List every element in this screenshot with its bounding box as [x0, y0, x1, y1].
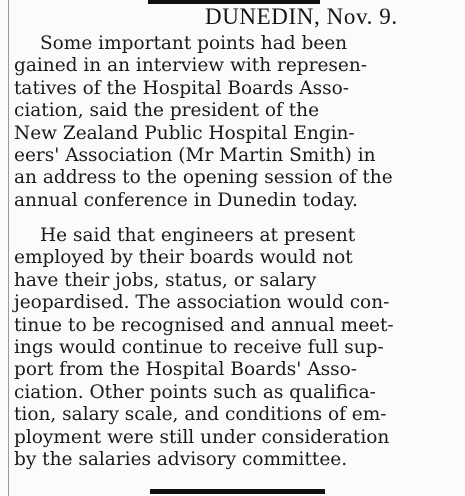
text-line: have their jobs, status, or salary	[14, 269, 317, 291]
column-divider	[8, 0, 9, 496]
text-line: annual conference in Dunedin today.	[14, 189, 358, 211]
text-line: eers' Association (Mr Martin Smith) in	[14, 145, 376, 167]
text-line: ciation, said the president of the	[14, 100, 320, 122]
text-line: ings would continue to receive full sup-	[14, 337, 384, 359]
text-line: tatives of the Hospital Boards Asso-	[14, 77, 349, 99]
text-line: by the salaries advisory committee.	[14, 449, 348, 471]
text-line: gained in an interview with represen-	[14, 55, 368, 77]
text-line: ciation. Other points such as qualifica-	[14, 381, 376, 403]
bottom-rule	[150, 489, 325, 494]
text-line: an address to the opening session of the	[14, 167, 393, 189]
text-line: employed by their boards would not	[14, 247, 353, 269]
text-line: ployment were still under consideration	[14, 426, 390, 448]
text-line: Some important points had been	[40, 33, 348, 54]
text-line: port from the Hospital Boards' Asso-	[14, 359, 357, 381]
text-line: jeopardised. The association would con-	[14, 292, 390, 314]
article-paragraph-2	[14, 225, 454, 471]
text-line: He said that engineers at present	[40, 225, 356, 246]
text-line: tinue to be recognised and annual meet-	[14, 314, 394, 336]
text-line: tion, salary scale, and conditions of em-	[14, 404, 387, 426]
dateline: DUNEDIN, Nov. 9.	[205, 4, 398, 29]
text-line: New Zealand Public Hospital Engin-	[14, 122, 355, 144]
article-paragraph-1	[14, 33, 454, 212]
